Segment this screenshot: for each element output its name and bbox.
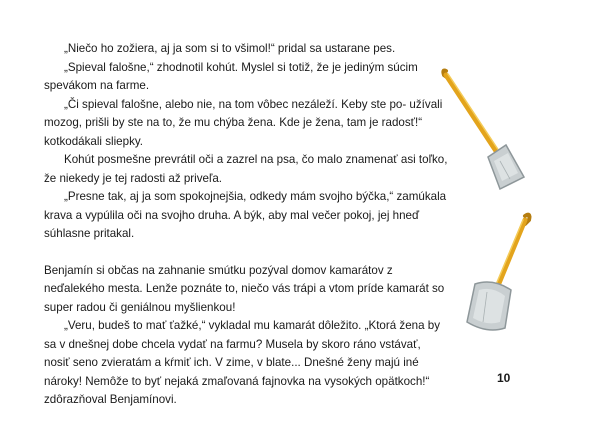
shovel-icon xyxy=(440,65,532,195)
paragraph-6: Benjamín si občas na zahnanie smútku pozýval domov kamarátov z neďalekého mesta. Lenže poznáte to, niečo vás trápi a vtom príde kamarát so super radou či geniálnou myšlienkou! xyxy=(44,263,445,314)
page-number: 10 xyxy=(497,371,511,385)
paragraph-2: „Spieval falošne,“ zhodnotil kohút. Myslel si totiž, že je jediným súcim spevákom na farme. xyxy=(44,60,418,92)
paragraph-3: „Či spieval falošne, alebo nie, na tom vôbec nezáleží. Keby ste po- užívali mozog, prišli by ste na to, že mu chýba žena. Kde je žena, tam je radosť!“ kotkodákali sliepky. xyxy=(44,97,443,148)
paragraph-4: Kohút posmešne prevrátil oči a zazrel na psa, čo malo znamenať asi toľko, že niekedy je tej radosti až priveľa. xyxy=(44,153,448,185)
shovel-icon xyxy=(445,210,537,340)
story-text xyxy=(44,40,449,410)
paragraph-7: „Veru, budeš to mať ťažké,“ vykladal mu kamarát dôležito. „Ktorá žena by sa v dnešnej dobe chcela vydať na farmu? Musela by skoro ráno vstávať, nosiť seno zvieratám a kŕmiť ich. V zime, v blate... Dnešné ženy majú iné nároky! Nemôže to byť nejaká zmaľovaná fajnovka na vysokých opätkoch!“ zdôrazňoval Benjamínovi. xyxy=(44,319,441,406)
paragraph-1: „Niečo ho zožiera, aj ja som si to všimol!“ pridal sa ustarane pes. xyxy=(64,42,396,55)
paragraph-5: „Presne tak, aj ja som spokojnejšia, odkedy mám svojho býčka,“ zamúkala krava a vypúlila oči na svojho druha. A býk, aby mal večer pokoj, jej hneď súhlasne pritakal. xyxy=(44,190,447,240)
